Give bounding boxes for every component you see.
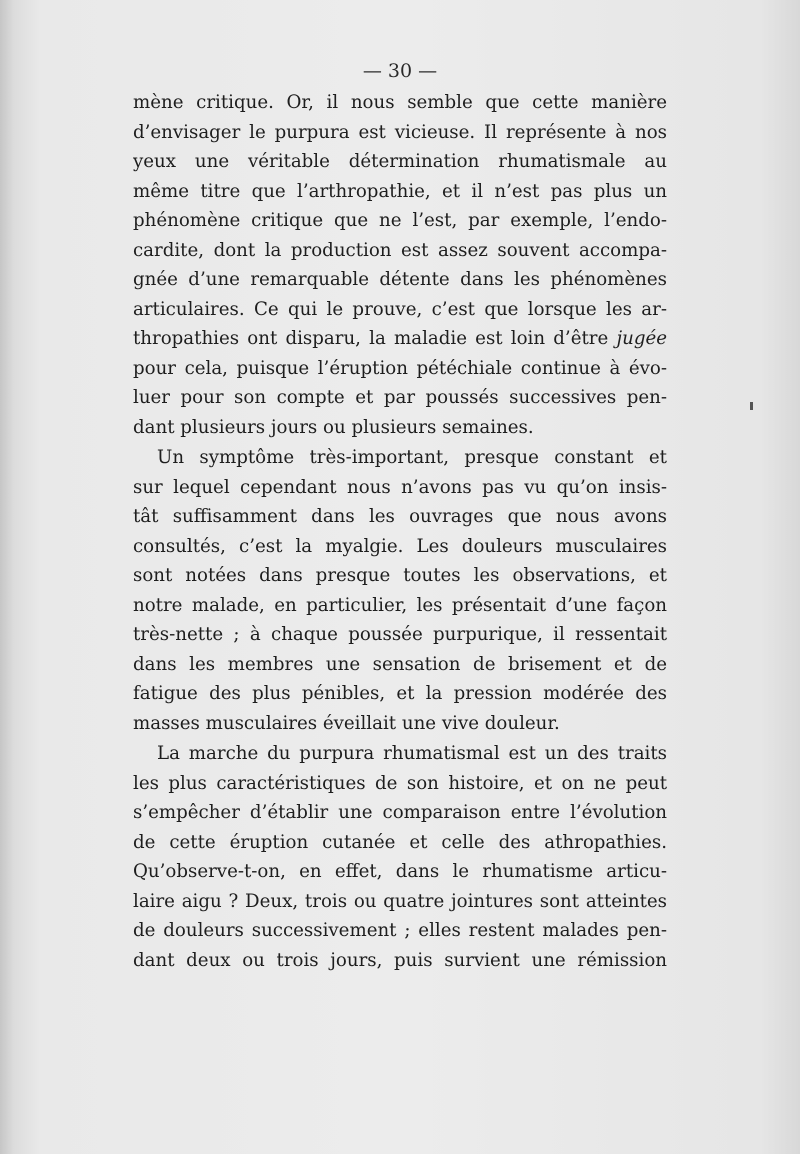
body-text — [133, 88, 667, 975]
text-line — [133, 324, 667, 354]
text-line: pour cela, puisque l’éruption pétéchiale continue à évo- — [133, 357, 667, 379]
text-line: d’envisager le purpura est vicieuse. Il représente à nos — [133, 121, 667, 143]
text-line: luer pour son compte et par poussés successives pen- — [133, 387, 667, 408]
paragraph — [133, 443, 667, 738]
paragraph — [133, 88, 667, 442]
text-line: de douleurs successivement ; elles restent malades pen- — [133, 920, 667, 941]
text-line: consultés, c’est la myalgie. Les douleurs musculaires — [133, 535, 667, 557]
text-line: tât suffisamment dans les ouvrages que nous avons — [133, 506, 667, 527]
text-line-segment: thropathies ont disparu, la maladie est loin d’être — [133, 328, 609, 349]
text-line: Un symptôme très-important, presque constant et — [157, 447, 667, 468]
text-line: notre malade, en particulier, les présentait d’une façon — [133, 594, 667, 616]
text-line: Qu’observe-t-on, en effet, dans le rhumatisme articu- — [133, 861, 667, 882]
text-line: laire aigu ? Deux, trois ou quatre jointures sont atteintes — [133, 890, 667, 912]
text-line: masses musculaires éveillait une vive douleur. — [133, 712, 560, 734]
text-line: même titre que l’arthropathie, et il n’est pas plus un — [133, 180, 667, 202]
text-line: mène critique. Or, il nous semble que cette manière — [133, 92, 667, 113]
italic-word: jugée — [616, 328, 667, 349]
text-line: articulaires. Ce qui le prouve, c’est que lorsque les ar- — [133, 298, 667, 320]
text-line: yeux une véritable détermination rhumatismale au — [133, 151, 667, 172]
text-line: cardite, dont la production est assez souvent accompa- — [133, 239, 667, 261]
paragraph — [133, 739, 667, 975]
text-line: dant plusieurs jours ou plusieurs semaines. — [133, 416, 534, 438]
text-line: sont notées dans presque toutes les observations, et — [133, 565, 667, 586]
text-line: les plus caractéristiques de son histoire, et on ne peut — [133, 772, 667, 794]
ink-speck — [750, 402, 753, 410]
text-line: sur lequel cependant nous n’avons pas vu qu’on insis- — [133, 476, 667, 498]
text-line: La marche du purpura rhumatismal est un des traits — [157, 743, 667, 764]
text-line: fatigue des plus pénibles, et la pression modérée des — [133, 683, 667, 704]
text-line: dant deux ou trois jours, puis survient une rémission — [133, 949, 667, 971]
page-number: — 30 — — [362, 60, 438, 82]
text-line: très-nette ; à chaque poussée purpurique, il ressentait — [133, 624, 667, 645]
text-line: s’empêcher d’établir une comparaison entre l’évolution — [133, 802, 667, 823]
text-line: phénomène critique que ne l’est, par exemple, l’endo- — [133, 210, 667, 231]
text-line: de cette éruption cutanée et celle des athropathies. — [133, 831, 667, 853]
text-line: dans les membres une sensation de brisement et de — [133, 653, 667, 675]
text-line: gnée d’une remarquable détente dans les phénomènes — [133, 269, 667, 290]
